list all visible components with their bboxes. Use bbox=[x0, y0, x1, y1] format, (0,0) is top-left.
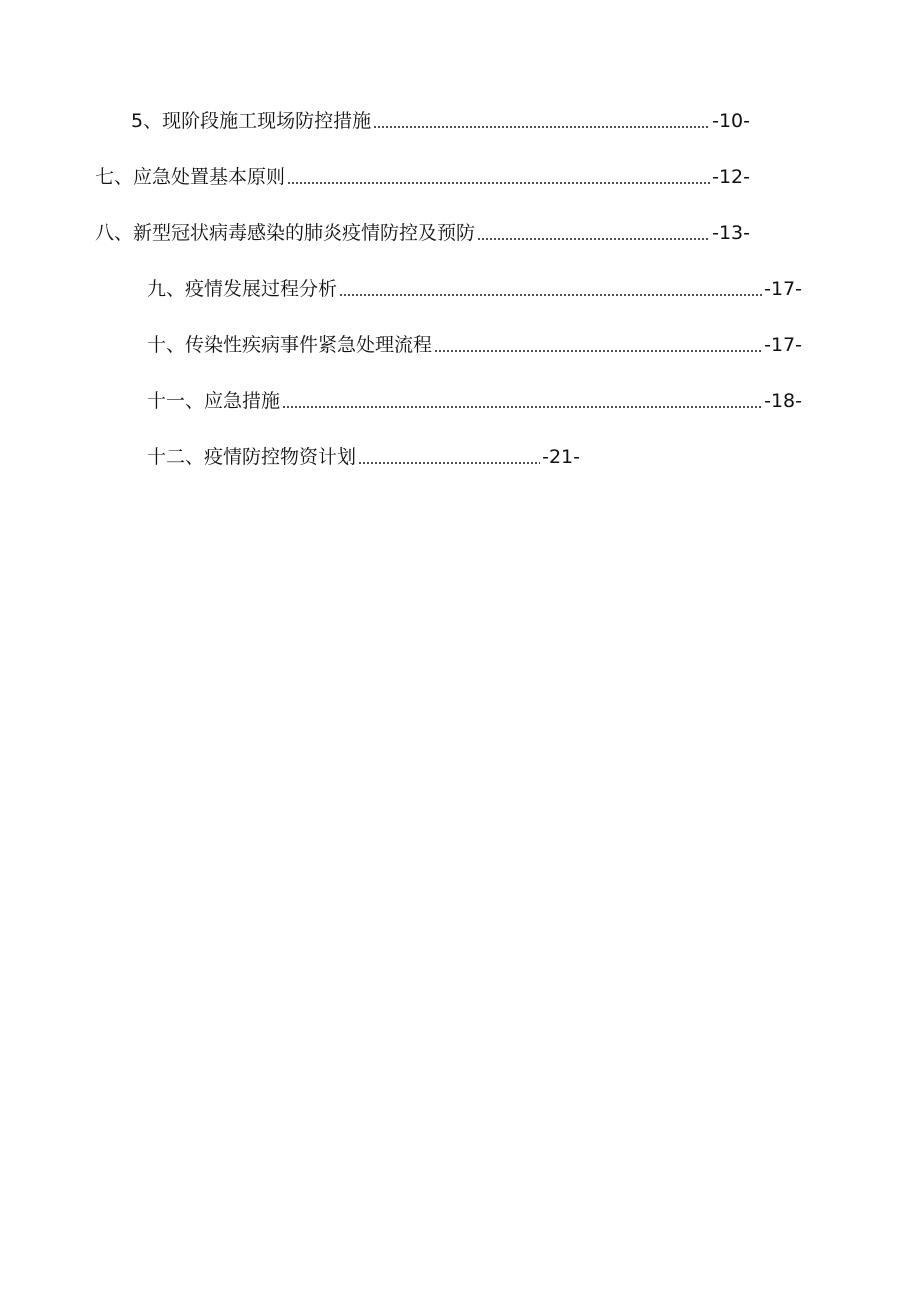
toc-dot-leader bbox=[287, 182, 710, 184]
toc-entry-page: -10- bbox=[712, 110, 750, 132]
toc-entry[interactable] bbox=[95, 162, 750, 192]
toc-entry[interactable] bbox=[147, 442, 580, 472]
toc-dot-leader bbox=[373, 126, 710, 128]
toc-entry-title: 九、疫情发展过程分析 bbox=[147, 278, 338, 300]
toc-dot-leader bbox=[358, 462, 540, 464]
toc-entry[interactable] bbox=[95, 218, 750, 248]
toc-dot-leader bbox=[282, 406, 762, 408]
toc-entry-page: -12- bbox=[712, 166, 750, 188]
toc-dot-leader bbox=[434, 350, 762, 352]
toc-entry-title: 十一、应急措施 bbox=[147, 390, 281, 412]
toc-entry-title: 5、现阶段施工现场防控措施 bbox=[131, 110, 372, 132]
toc-entry-page: -13- bbox=[712, 222, 750, 244]
toc-dot-leader bbox=[477, 238, 710, 240]
toc-entry-title: 七、应急处置基本原则 bbox=[95, 166, 286, 188]
toc-entry-page: -18- bbox=[764, 390, 802, 412]
toc-entry[interactable] bbox=[147, 386, 802, 416]
toc-entry[interactable] bbox=[147, 330, 802, 360]
toc-entry[interactable] bbox=[147, 274, 802, 304]
toc-entry-page: -17- bbox=[764, 334, 802, 356]
toc-entry-title: 十二、疫情防控物资计划 bbox=[147, 446, 357, 468]
toc-entry-title: 八、新型冠状病毒感染的肺炎疫情防控及预防 bbox=[95, 222, 476, 244]
toc-entry-page: -17- bbox=[764, 278, 802, 300]
toc-dot-leader bbox=[339, 294, 762, 296]
toc-entry[interactable] bbox=[131, 106, 750, 136]
toc-entry-page: -21- bbox=[542, 446, 580, 468]
toc-entry-title: 十、传染性疾病事件紧急处理流程 bbox=[147, 334, 433, 356]
